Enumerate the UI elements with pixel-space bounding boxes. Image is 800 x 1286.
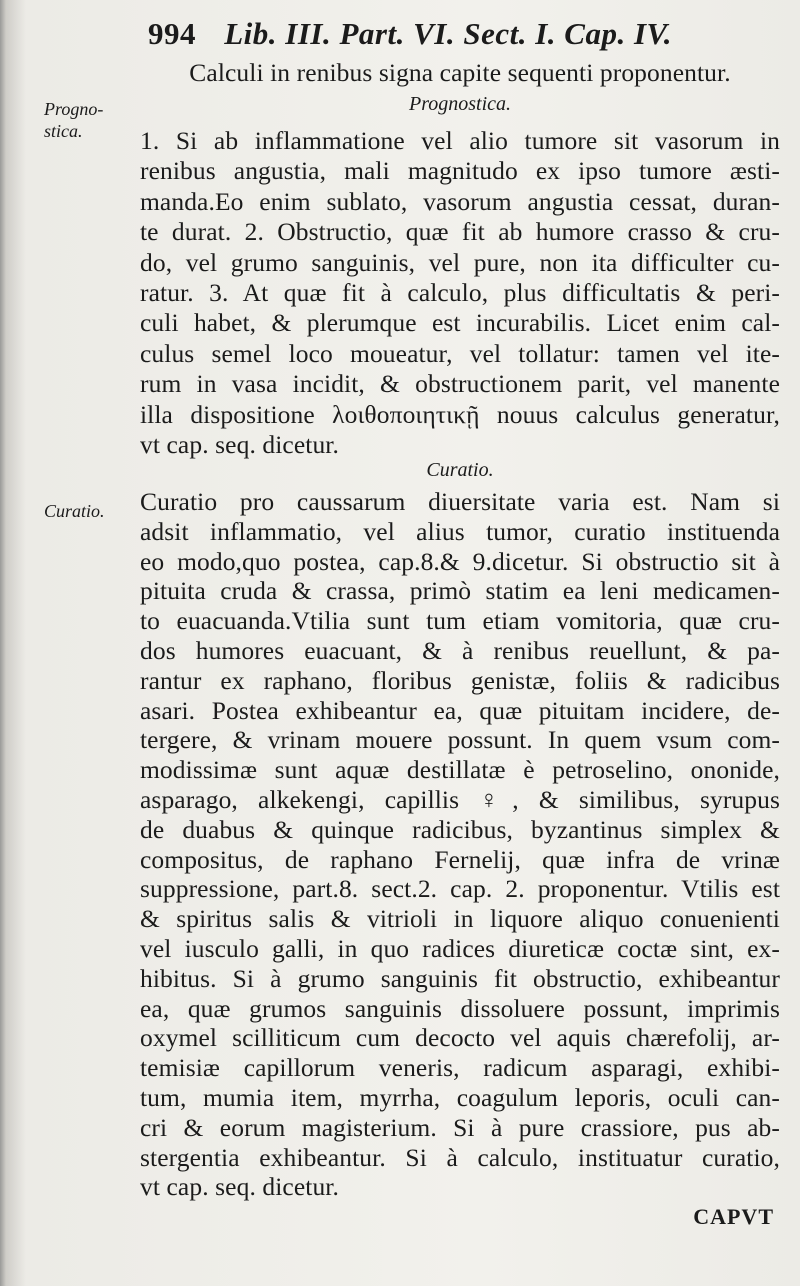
text-line: cri & eorum magisterium. Si à pure crassiore, pus ab- — [140, 1112, 780, 1142]
text-line: adsit inflammatio, vel alius tumor, curatio instituenda — [140, 516, 780, 546]
text-line: culus semel loco moueatur, vel tollatur: tamen vel ite- — [140, 338, 780, 368]
text-line: pituita cruda & crassa, primò statim ea leni medicamen- — [140, 576, 780, 606]
text-line: vt cap. seq. dicetur. — [140, 1172, 339, 1202]
section-heading-prognostica: Prognostica. — [408, 93, 512, 115]
text-line: ea, quæ grumos sanguinis dissoluere possunt, imprimis — [140, 993, 780, 1023]
page-number: 994 — [148, 16, 196, 51]
text-line: ratur. 3. At quæ fit à calculo, plus difficultatis & peri- — [140, 278, 780, 307]
text-line: vt cap. seq. dicetur. — [140, 430, 339, 459]
text-line: suppressione, part.8. sect.2. cap. 2. proponentur. Vtilis est — [140, 874, 780, 904]
text-line: & spiritus salis & vitrioli in liquore aliquo conuenienti — [140, 904, 780, 934]
text-line: modissimæ sunt aquæ destillatæ è petroselino, ononide, — [140, 755, 780, 785]
margin-note-prognostica: Progno- stica. — [44, 99, 104, 141]
text-line: renibus angustia, mali magnitudo ex ipso tumore æsti- — [140, 156, 780, 186]
text-line: rum in vasa incidit, & obstructionem parit, vel manente — [140, 369, 780, 399]
text-line: culi habet, & plerumque est incurabilis. Licet enim cal- — [140, 308, 780, 338]
text-line: tum, mumia item, myrrha, coagulum leporis, oculi can- — [140, 1083, 780, 1112]
running-header — [148, 16, 768, 52]
text-line: asari. Postea exhibeantur ea, quæ pituitam incidere, de- — [140, 695, 780, 725]
text-line: tergere, & vrinam mouere possunt. In quem vsum com- — [140, 725, 780, 755]
section-heading-curatio: Curatio. — [426, 459, 494, 481]
text-line: de duabus & quinque radicibus, byzantinus simplex & — [140, 814, 780, 844]
text-line: do, vel grumo sanguinis, vel pure, non ita difficulter cu- — [140, 247, 780, 277]
text-line: hibitus. Si à grumo sanguinis fit obstructio, exhibeantur — [140, 963, 780, 993]
catchword: CAPVT — [693, 1204, 774, 1229]
text-line: 1. Si ab inflammatione vel alio tumore sit vasorum in — [140, 126, 780, 155]
text-line: vel iusculo galli, in quo radices diureticæ coctæ sint, ex- — [140, 934, 780, 963]
text-line: compositus, de raphano Fernelij, quæ infra de vrinæ — [140, 844, 780, 874]
text-line: temisiæ capillorum veneris, radicum asparagi, exhibi- — [140, 1053, 780, 1083]
running-title: Lib. III. Part. VI. Sect. I. Cap. IV. — [224, 16, 672, 51]
text-line: asparago, alkekengi, capillis ♀, & similibus, syrupus — [140, 785, 780, 814]
text-line: to euacuanda.Vtilia sunt tum etiam vomitoria, quæ cru- — [140, 606, 780, 636]
margin-note-curatio: Curatio. — [44, 501, 105, 521]
text-line: rantur ex raphano, floribus genistæ, foliis & radicibus — [140, 665, 780, 695]
text-line: te durat. 2. Obstructio, quæ fit ab humore crasso & cru- — [140, 217, 780, 247]
text-line: oxymel scilliticum cum decocto vel aquis chærefolij, ar- — [140, 1023, 780, 1053]
text-line: illa dispositione λοιθοποιητικῇ nouus calculus generatur, — [140, 399, 780, 429]
intro-line: Calculi in renibus signa capite sequenti proponentur. — [189, 58, 731, 87]
text-line: dos humores euacuant, & à renibus reuellunt, & pa- — [140, 636, 780, 665]
text-line: eo modo,quo postea, cap.8.& 9.dicetur. Si obstructio sit à — [140, 546, 780, 576]
text-line: manda.Eo enim sublato, vasorum angustia cessat, duran- — [140, 186, 780, 216]
text-line: stergentia exhibeantur. Si à calculo, instituatur curatio, — [140, 1142, 780, 1172]
text-line: Curatio pro caussarum diuersitate varia est. Nam si — [140, 487, 780, 516]
